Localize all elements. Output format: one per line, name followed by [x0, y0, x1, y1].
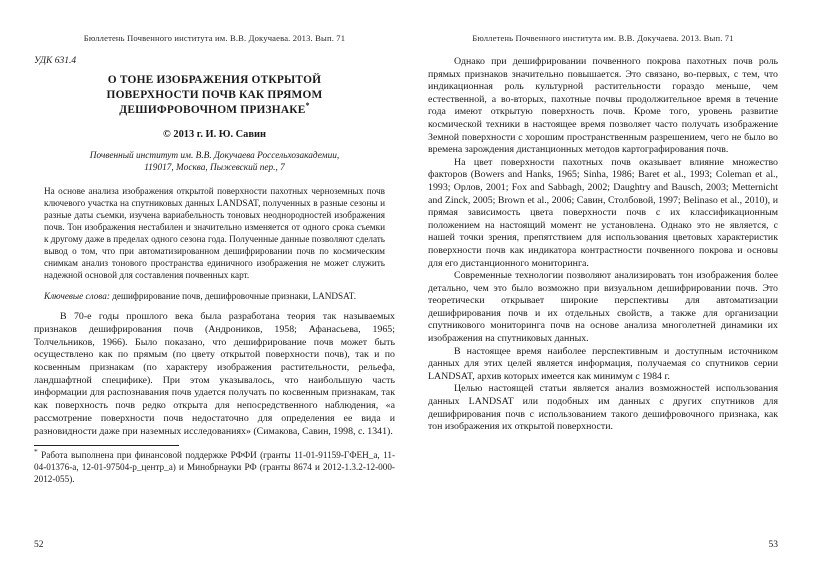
footnote-text: Работа выполнена при финансовой поддержке РФФИ (гранты 11-01-91159-ГФЕН_а, 11-04-01376-а, 12-01-97504-р_центр_а) и Минобрнауки РФ (гранты 8674 и 2012-1.3.2-12-000-2012-055).	[34, 450, 395, 485]
title-footnote-marker: *	[305, 101, 310, 111]
footnote-divider	[34, 445, 179, 446]
paragraph-5: Целью настоящей статьи является анализ возможностей использования данных LANDSAT или подобных им данных с других спутников для дешифрирования почв с использованием такого дешифровочного признака, как тон изображения их открытой поверхности.	[428, 383, 778, 433]
paragraph-4: В настоящее время наиболее перспективным и доступным источником данных для этих целей является информация, получаемая со спутников серии LANDSAT, архив которых имеется как минимум с 1984 г.	[428, 345, 778, 382]
body-paragraph-intro: В 70-е годы прошлого века была разработана теория так называемых признаков дешифрирования почв (Андроников, 1958; Афанасьева, 1965; Толчельников, 1966). Было показано, что дешифрирование почв может быть осуществлено как по прямым (по цвету открытой поверхности почв), так и по косвенным признакам (по характеру изображения растительности, рельефа, ландшафтной специфике). При этом указывалось, что наибольшую часть информации для распознавания почв удается получать по косвенным признакам, так как поверхность почв редко открыта для непосредственного наблюдения, «а рассмотрение поверхности почв недостаточно для определения ее вида и разновидности даже при наземных исследованиях» (Симакова, Савин, 1998, с. 1341).	[34, 311, 395, 437]
paragraph-3: Современные технологии позволяют анализировать тон изображения более детально, чем это было возможно при визуальном дешифрировании почв. Это теоретически открывает широкие перспективы для автоматизации дешифрирования почв и их отдельных свойств, а также для организации спутникового мониторинга почв на основе анализа многолетней динамики их изображения на спутниковых данных.	[428, 270, 778, 345]
paragraph-2: На цвет поверхности пахотных почв оказывает влияние множество факторов (Bowers and Hanks, 1965; Sinha, 1986; Baret et al., 1993; Coleman et al., 1993; Орлов, 2001; Fox and Sabbagh, 2002; Daughtry and Bausch, 2003; Metternicht and Zinck, 2005; Brown et al., 2006; Савин, Столбовой, 1997; Belinaso et al., 2010), и прямая зависимость цвета поверхности почв с их классификационным положением на настоящий момент не установлена. Однако это не является, с нашей точки зрения, препятствием для использования цветовых характеристик поверхности почв как индикатора контрастности почвенного покрова и основы для его дистанционного мониторинга.	[428, 156, 778, 269]
footnote-marker: *	[34, 447, 38, 457]
abstract-text: На основе анализа изображения открытой поверхности пахотных черноземных почв ключевого участка на спутниковых данных LANDSAT, полученных в разные сезоны и разные даты съемки, изучена вариабельность тоновых неоднородностей изображения почв. Тон изображения нестабилен и значительно изменяется от одного срока съемки к другому даже в пределах одного сезона года. Полученные данные позволяют сделать вывод о том, что при автоматизированном дешифрировании почв по космическим снимкам анализ тонового пространства единичного изображения не может служить надежной основой для составления почвенных карт.	[44, 186, 385, 281]
udk-code: УДК 631.4	[34, 56, 77, 66]
article-title-line-3-text: ДЕШИФРОВОЧНОМ ПРИЗНАКЕ	[119, 104, 306, 116]
keywords-block	[44, 290, 385, 302]
article-title-line-1: О ТОНЕ ИЗОБРАЖЕНИЯ ОТКРЫТОЙ	[107, 74, 322, 86]
running-head-right: Бюллетень Почвенного института им. В.В. Докучаева. 2013. Вып. 71	[472, 33, 734, 43]
article-title-line-2: ПОВЕРХНОСТИ ПОЧВ КАК ПРЯМОМ	[106, 89, 323, 101]
affiliation-line-1: Почвенный институт им. В.В. Докучаева Россельхозакадемии,	[89, 151, 340, 161]
footnote-block	[34, 449, 395, 485]
paragraph-1: Однако при дешифрировании почвенного покрова пахотных почв роль прямых признаков значительно повышается. Это связано, во-первых, с тем, что индикационная роль культурной растительности гораздо меньше, чем естественной, а во-вторых, пахотные почвы продолжительное время в течение года имеют открытую поверхность почв. Кроме того, уровень развитие космической техники в настоящее время позволяет часто получать изображение Земной поверхности с хорошим пространственным разрешением, чего не было во времена зарождения дистанционных методов картографирования почв.	[428, 56, 778, 156]
keywords-text: дешифрирование почв, дешифровочные признаки, LANDSAT.	[112, 291, 357, 302]
article-title	[34, 73, 395, 118]
affiliation-line-2: 119017, Москва, Пыжевский пер., 7	[144, 162, 285, 173]
page-53	[410, 0, 820, 580]
running-head-left: Бюллетень Почвенного института им. В.В. Докучаева. 2013. Вып. 71	[83, 33, 346, 43]
author-affiliation	[34, 151, 395, 174]
article-title-line-3	[34, 103, 395, 118]
page-number-52: 52	[34, 540, 44, 550]
copyright-author-line: © 2013 г. И. Ю. Савин	[163, 129, 266, 140]
keywords-label: Ключевые слова:	[44, 291, 110, 302]
page-number-53: 53	[768, 540, 778, 550]
